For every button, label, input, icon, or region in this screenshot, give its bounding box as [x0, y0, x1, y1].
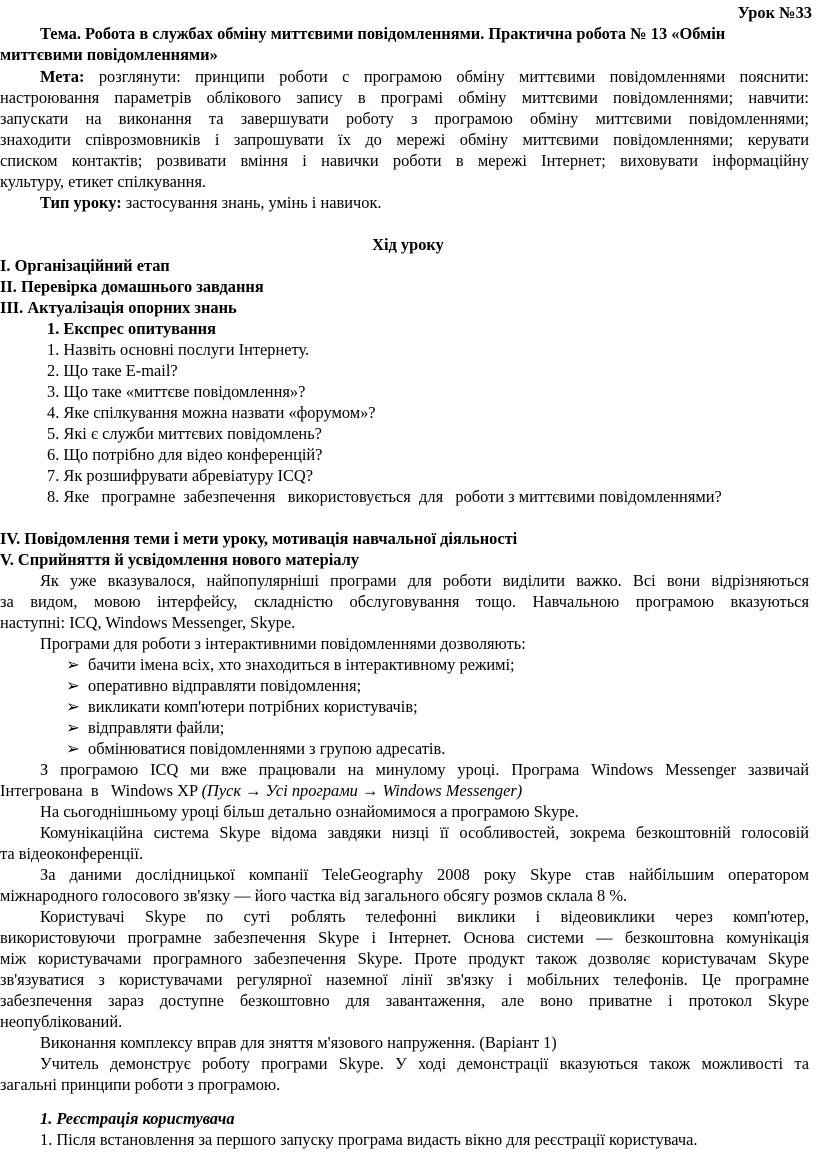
para-7-line: Користувачі Skype по суті роблять телефонні виклики і відеовиклики через комп'ютер, — [40, 907, 809, 926]
quiz-question: 6. Що потрібно для відео конференцій? — [47, 445, 323, 464]
para-7-line: між користувачами програмного забезпечення Skype. Проте продукт також дозволяє користувачам Skype — [0, 949, 809, 968]
para-9-line: загальні принципи роботи з програмою. — [0, 1075, 281, 1094]
goal-label: Мета: — [40, 67, 85, 86]
para-1-line: Як уже вказувалося, найпопулярніші програми для роботи виділити важко. Всі вони відрізняються — [40, 571, 809, 590]
goal-line-4: знаходити співрозмовників і запрошувати їх до мережі обміну миттєвими повідомленнями; керувати — [0, 130, 809, 149]
para-2-intro: Програми для роботи з інтерактивними повідомленнями дозволяють: — [40, 634, 526, 653]
quiz-heading: 1. Експрес опитування — [47, 319, 216, 338]
stage-1: I. Організаційний етап — [0, 256, 170, 275]
goal-line-3: запускати на виконання та завершувати роботу з програмою обміну миттєвими повідомленнями; — [0, 109, 809, 128]
para-7-line: зв'язуватися з користувачами регулярної наземної лінії зв'язку і мобільних телефонів. Це програмне — [0, 970, 809, 989]
stage-4: IV. Повідомлення теми і мети уроку, мотивація навчальної діяльності — [0, 529, 518, 548]
para-3-menu-path: (Пуск → Усі програми → Windows Messenger) — [201, 781, 523, 800]
goal-line-2: настроювання параметрів облікового запису в програмі обміну миттєвими повідомленнями; навчити: — [0, 88, 809, 107]
lesson-number: Урок №33 — [737, 3, 812, 22]
arrow-bullet-icon: ➢ — [66, 739, 80, 758]
bullet-item — [66, 717, 816, 738]
topic-line-2: миттєвими повідомленнями» — [0, 45, 218, 64]
section-1-heading: 1. Реєстрація користувача — [40, 1109, 235, 1128]
quiz-question: 7. Як розшифрувати абревіатуру ICQ? — [47, 466, 313, 485]
stage-5: V. Сприйняття й усвідомлення нового матеріалу — [0, 550, 359, 569]
bullet-item — [66, 696, 816, 717]
quiz-question: 1. Назвіть основні послуги Інтернету. — [47, 340, 310, 359]
para-5-line: та відеоконференції. — [0, 844, 144, 863]
topic-text-1: Робота в службах обміну миттєвими повідомленнями. Практична робота № 13 «Обмін — [85, 24, 726, 43]
quiz-question: 8. Яке програмне забезпечення використовується для роботи з миттєвими повідомленнями? — [47, 487, 722, 506]
quiz-question: 4. Яке спілкування можна назвати «форумом»? — [47, 403, 376, 422]
bullet-item — [66, 654, 816, 675]
bullet-text: викликати комп'ютери потрібних користувачів; — [88, 697, 418, 716]
bullet-text: відправляти файли; — [88, 718, 225, 737]
bullet-item — [66, 675, 816, 696]
arrow-bullet-icon: ➢ — [66, 697, 80, 716]
lesson-type-text: застосування знань, умінь і навичок. — [125, 193, 382, 212]
para-9-line: Учитель демонструє роботу програми Skype. У ході демонстрації вказуються також можливості та — [40, 1054, 809, 1073]
para-3-plain: Інтегрована в Windows XP — [0, 781, 202, 800]
arrow-bullet-icon: ➢ — [66, 676, 80, 695]
para-3-line-2 — [0, 780, 816, 801]
para-7-line: забезпечення зараз доступне безкоштовно для завантаження, але воно приватне і протокол Skype — [0, 991, 809, 1010]
para-6-line: міжнародного голосового зв'язку — його частка від загального обсягу розмов склала 8 %. — [0, 886, 628, 905]
bullet-item — [66, 738, 816, 759]
arrow-bullet-icon: ➢ — [66, 655, 80, 674]
course-heading: Хід уроку — [372, 235, 444, 254]
para-3-line-1: З програмою ICQ ми вже працювали на минулому уроці. Програма Windows Messenger зазвичай — [40, 760, 809, 779]
quiz-question: 2. Що таке E-mail? — [47, 361, 178, 380]
para-5-line: Комунікаційна система Skype відома завдяки низці її особливостей, зокрема безкоштовній голосовій — [40, 823, 809, 842]
topic-label: Тема. — [40, 24, 81, 43]
goal-line-6: культуру, етикет спілкування. — [0, 172, 207, 191]
stage-3: III. Актуалізація опорних знань — [0, 298, 237, 317]
bullet-text: бачити імена всіх, хто знаходиться в інтерактивному режимі; — [88, 655, 515, 674]
para-6-line: За даними дослідницької компанії TeleGeography 2008 року Skype став найбільшим оператором — [40, 865, 809, 884]
quiz-question: 5. Які є служби миттєвих повідомлень? — [47, 424, 322, 443]
para-7-line: використовуючи програмне забезпечення Skype і Інтернет. Основа системи — безкоштовна комунікація — [0, 928, 809, 947]
goal-text-1: розглянути: принципи роботи с програмою обміну миттєвими повідомленнями пояснити: — [98, 67, 809, 86]
topic-line-1 — [40, 23, 816, 44]
bullet-text: оперативно відправляти повідомлення; — [88, 676, 362, 695]
para-1-line: наступні: ICQ, Windows Messenger, Skype. — [0, 613, 296, 632]
para-7-line: неопублікований. — [0, 1012, 123, 1031]
goal-line-1 — [40, 66, 809, 87]
lesson-type-label: Тип уроку: — [40, 193, 122, 212]
section-1-line-1: 1. Після встановлення за першого запуску програма видасть вікно для реєстрації користувача. — [40, 1130, 698, 1149]
arrow-bullet-icon: ➢ — [66, 718, 80, 737]
lesson-type — [40, 192, 816, 213]
bullet-text: обмінюватися повідомленнями з групою адресатів. — [88, 739, 446, 758]
para-1-line: за видом, мовою інтерфейсу, складністю обслуговування тощо. Навчальною програмою вказуються — [0, 592, 809, 611]
quiz-question: 3. Що таке «миттєве повідомлення»? — [47, 382, 306, 401]
goal-line-5: списком контактів; розвивати вміння і навички роботи в мережі Інтернет; виховувати інформаційну — [0, 151, 809, 170]
para-4: На сьогоднішньому уроці більш детально ознайомимося а програмою Skype. — [40, 802, 579, 821]
para-8: Виконання комплексу вправ для зняття м'язового напруження. (Варіант 1) — [40, 1033, 557, 1052]
stage-2: II. Перевірка домашнього завдання — [0, 277, 264, 296]
